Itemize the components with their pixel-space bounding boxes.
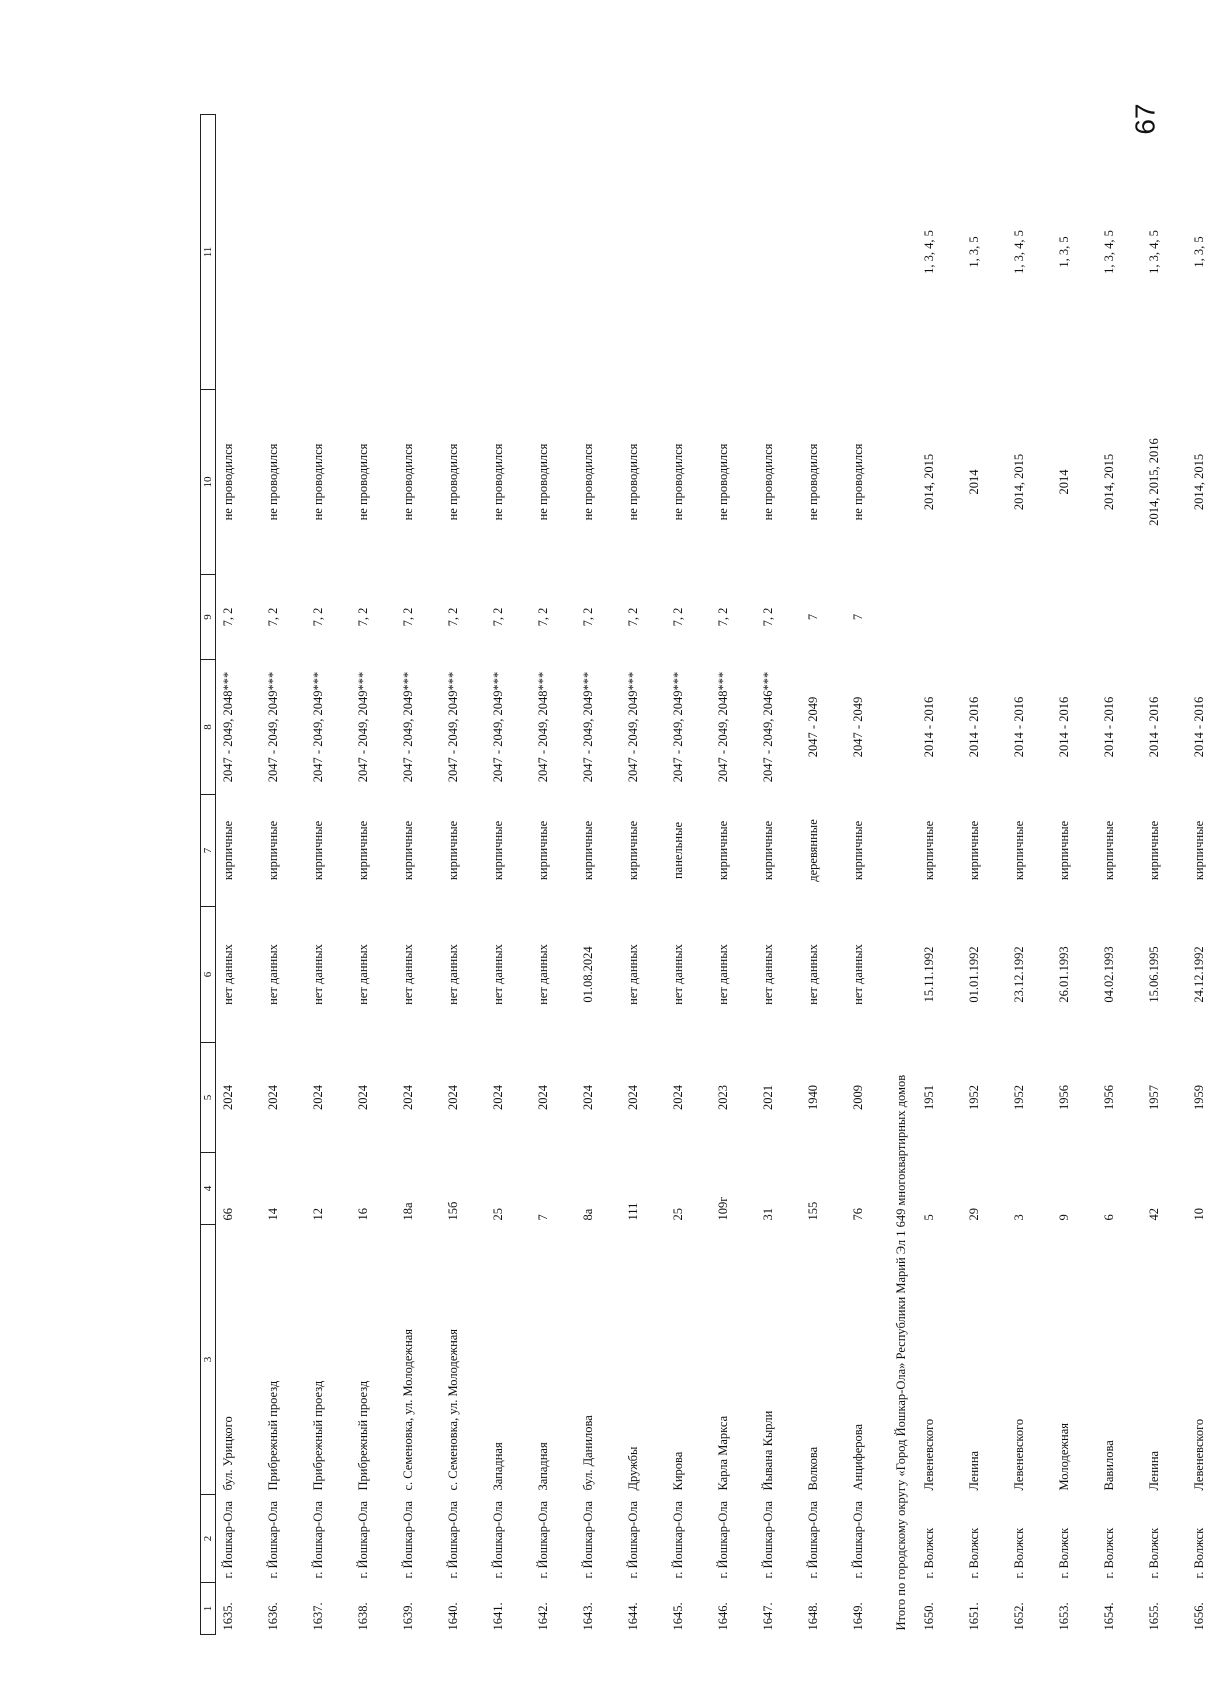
table-row bbox=[261, 115, 306, 1635]
wall-material-cell: кирпичные bbox=[221, 820, 235, 881]
city-cell: г. Йошкар-Ола bbox=[536, 1500, 550, 1579]
table-row bbox=[486, 115, 531, 1635]
table-row bbox=[666, 115, 711, 1635]
year-built-cell: 1956 bbox=[1102, 1085, 1116, 1110]
survey-cell: 2014, 2015, 2016 bbox=[1147, 438, 1161, 526]
row-number: 1644. bbox=[626, 1602, 640, 1631]
repair-period-cell: 2014 - 2016 bbox=[922, 696, 936, 758]
table-row bbox=[962, 115, 1007, 1635]
repair-period-cell: 2014 - 2016 bbox=[1147, 696, 1161, 758]
wall-material-cell: кирпичные bbox=[356, 820, 370, 881]
row-number: 1646. bbox=[716, 1602, 730, 1631]
year-built-cell: 2021 bbox=[761, 1085, 775, 1110]
street-cell: Дружбы bbox=[626, 1446, 640, 1491]
house-number-cell: 31 bbox=[761, 1208, 775, 1221]
row-number: 1655. bbox=[1147, 1602, 1161, 1631]
year-built-cell: 1957 bbox=[1147, 1085, 1161, 1110]
city-cell: г. Йошкар-Ола bbox=[446, 1500, 460, 1579]
codes-cell bbox=[261, 115, 306, 390]
city-cell: г. Волжск bbox=[1057, 1527, 1071, 1579]
services-cell: 7, 2 bbox=[401, 607, 415, 627]
row-number: 1635. bbox=[221, 1602, 235, 1631]
street-cell: Молодежная bbox=[1057, 1422, 1071, 1491]
survey-cell: не проводился bbox=[581, 443, 595, 521]
repair-period-cell: 2047 - 2049, 2046*** bbox=[761, 671, 775, 783]
city-cell: г. Йошкар-Ола bbox=[806, 1500, 820, 1579]
house-number-cell: 18а bbox=[401, 1202, 415, 1221]
services-cell: 7, 2 bbox=[491, 607, 505, 627]
house-number-cell: 29 bbox=[967, 1208, 981, 1221]
codes-cell bbox=[351, 115, 396, 390]
date-cell: 15.11.1992 bbox=[922, 946, 936, 1003]
repair-period-cell: 2014 - 2016 bbox=[967, 696, 981, 758]
services-cell bbox=[1007, 575, 1052, 660]
codes-cell bbox=[576, 115, 621, 390]
codes-cell bbox=[711, 115, 756, 390]
house-number-cell: 111 bbox=[626, 1202, 640, 1221]
city-cell: г. Йошкар-Ола bbox=[716, 1500, 730, 1579]
street-cell: бул. Данилова bbox=[581, 1415, 595, 1491]
city-cell: г. Волжск bbox=[922, 1527, 936, 1579]
repair-period-cell: 2047 - 2049 bbox=[851, 696, 865, 758]
date-cell: 24.12.1992 bbox=[1192, 946, 1206, 1003]
house-number-cell: 3 bbox=[1012, 1214, 1026, 1221]
codes-cell: 1, 3, 4, 5 bbox=[1102, 230, 1116, 274]
house-number-cell: 6 bbox=[1102, 1214, 1116, 1221]
street-cell: Левеневского bbox=[1012, 1418, 1026, 1491]
services-cell: 7, 2 bbox=[356, 607, 370, 627]
street-cell: Прибрежный проезд bbox=[311, 1380, 325, 1491]
house-number-cell: 16 bbox=[356, 1208, 370, 1221]
codes-cell: 1, 3, 4, 5 bbox=[1012, 230, 1026, 274]
house-number-cell: 155 bbox=[806, 1201, 820, 1221]
survey-cell: не проводился bbox=[311, 443, 325, 521]
repair-period-cell: 2047 - 2049, 2049*** bbox=[491, 671, 505, 783]
date-cell: нет данных bbox=[806, 944, 820, 1005]
column-header: 6 bbox=[201, 907, 216, 1043]
house-number-cell: 109г bbox=[716, 1196, 730, 1221]
row-number: 1651. bbox=[967, 1602, 981, 1631]
codes-cell bbox=[396, 115, 441, 390]
housing-registry-table bbox=[200, 114, 1232, 1635]
date-cell: 26.01.1993 bbox=[1057, 946, 1071, 1003]
year-built-cell: 2024 bbox=[626, 1085, 640, 1110]
repair-period-cell: 2047 - 2049 bbox=[806, 696, 820, 758]
column-header: 4 bbox=[201, 1153, 216, 1225]
wall-material-cell: кирпичные bbox=[716, 820, 730, 881]
table-row bbox=[351, 115, 396, 1635]
column-header: 9 bbox=[201, 575, 216, 660]
services-cell bbox=[1052, 575, 1097, 660]
city-cell: г. Йошкар-Ола bbox=[626, 1500, 640, 1579]
services-cell: 7 bbox=[806, 613, 820, 621]
services-cell: 7 bbox=[851, 613, 865, 621]
survey-cell: 2014, 2015 bbox=[922, 453, 936, 511]
survey-cell: не проводился bbox=[401, 443, 415, 521]
survey-cell: не проводился bbox=[716, 443, 730, 521]
street-cell: Ленина bbox=[1147, 1450, 1161, 1491]
row-number: 1650. bbox=[922, 1602, 936, 1631]
year-built-cell: 1940 bbox=[806, 1085, 820, 1110]
date-cell: нет данных bbox=[446, 944, 460, 1005]
wall-material-cell: кирпичные bbox=[311, 820, 325, 881]
column-header: 8 bbox=[201, 660, 216, 795]
row-number: 1643. bbox=[581, 1602, 595, 1631]
total-row bbox=[891, 115, 917, 1635]
table-row bbox=[711, 115, 756, 1635]
row-number: 1639. bbox=[401, 1602, 415, 1631]
table-row bbox=[756, 115, 801, 1635]
year-built-cell: 2024 bbox=[311, 1085, 325, 1110]
city-cell: г. Волжск bbox=[1192, 1527, 1206, 1579]
table-row bbox=[306, 115, 351, 1635]
total-row-text: Итого по городскому округу «Город Йошкар-Ола» Республики Марий Эл 1 649 многоквартирных домов bbox=[894, 1074, 908, 1631]
street-cell: Карла Маркса bbox=[716, 1415, 730, 1491]
survey-cell: не проводился bbox=[626, 443, 640, 521]
repair-period-cell: 2047 - 2049, 2049*** bbox=[266, 671, 280, 783]
codes-cell bbox=[801, 115, 846, 390]
wall-material-cell: кирпичные bbox=[967, 820, 981, 881]
year-built-cell: 2024 bbox=[671, 1085, 685, 1110]
city-cell: г. Йошкар-Ола bbox=[761, 1500, 775, 1579]
survey-cell: 2014 bbox=[1057, 469, 1071, 495]
street-cell: Левеневского bbox=[1192, 1418, 1206, 1491]
table-row bbox=[1142, 115, 1187, 1635]
codes-cell bbox=[621, 115, 666, 390]
services-cell: 7, 2 bbox=[581, 607, 595, 627]
survey-cell: не проводился bbox=[671, 443, 685, 521]
codes-cell bbox=[441, 115, 486, 390]
table-row bbox=[396, 115, 441, 1635]
row-number: 1647. bbox=[761, 1602, 775, 1631]
wall-material-cell: кирпичные bbox=[1192, 820, 1206, 881]
city-cell: г. Волжск bbox=[967, 1527, 981, 1579]
street-cell: Прибрежный проезд bbox=[266, 1380, 280, 1491]
wall-material-cell: кирпичные bbox=[851, 820, 865, 881]
survey-cell: 2014, 2015 bbox=[1102, 453, 1116, 511]
row-number: 1645. bbox=[671, 1602, 685, 1631]
wall-material-cell: кирпичные bbox=[761, 820, 775, 881]
survey-cell: не проводился bbox=[761, 443, 775, 521]
date-cell: 01.01.1992 bbox=[967, 946, 981, 1003]
street-cell: Йывана Кырли bbox=[761, 1410, 775, 1491]
services-cell: 7, 2 bbox=[716, 607, 730, 627]
house-number-cell: 76 bbox=[851, 1208, 865, 1221]
city-cell: г. Йошкар-Ола bbox=[221, 1500, 235, 1579]
row-number: 1642. bbox=[536, 1602, 550, 1631]
repair-period-cell: 2047 - 2049, 2049*** bbox=[311, 671, 325, 783]
house-number-cell: 25 bbox=[491, 1208, 505, 1221]
repair-period-cell: 2047 - 2049, 2049*** bbox=[356, 671, 370, 783]
street-cell: Вавилова bbox=[1102, 1440, 1116, 1491]
repair-period-cell: 2014 - 2016 bbox=[1192, 696, 1206, 758]
services-cell: 7, 2 bbox=[536, 607, 550, 627]
street-cell: Западная bbox=[491, 1442, 505, 1491]
codes-cell bbox=[306, 115, 351, 390]
survey-cell: не проводился bbox=[491, 443, 505, 521]
year-built-cell: 1951 bbox=[922, 1085, 936, 1110]
services-cell: 7, 2 bbox=[266, 607, 280, 627]
services-cell bbox=[1097, 575, 1142, 660]
street-cell: Анциферова bbox=[851, 1423, 865, 1491]
codes-cell bbox=[486, 115, 531, 390]
table-row bbox=[576, 115, 621, 1635]
year-built-cell: 2024 bbox=[266, 1085, 280, 1110]
column-header: 2 bbox=[201, 1495, 216, 1583]
wall-material-cell: деревянные bbox=[806, 819, 820, 882]
city-cell: г. Йошкар-Ола bbox=[671, 1500, 685, 1579]
wall-material-cell: кирпичные bbox=[1012, 820, 1026, 881]
survey-cell: не проводился bbox=[851, 443, 865, 521]
wall-material-cell: кирпичные bbox=[1057, 820, 1071, 881]
year-built-cell: 1952 bbox=[967, 1085, 981, 1110]
wall-material-cell: кирпичные bbox=[626, 820, 640, 881]
column-header: 7 bbox=[201, 795, 216, 907]
services-cell bbox=[962, 575, 1007, 660]
survey-cell: 2014, 2015 bbox=[1192, 453, 1206, 511]
house-number-cell: 10 bbox=[1192, 1208, 1206, 1221]
city-cell: г. Йошкар-Ола bbox=[581, 1500, 595, 1579]
survey-cell: не проводился bbox=[536, 443, 550, 521]
wall-material-cell: кирпичные bbox=[1147, 820, 1161, 881]
row-number: 1653. bbox=[1057, 1602, 1071, 1631]
repair-period-cell: 2047 - 2049, 2049*** bbox=[401, 671, 415, 783]
year-built-cell: 2024 bbox=[491, 1085, 505, 1110]
services-cell bbox=[917, 575, 962, 660]
codes-cell: 1, 3, 4, 5 bbox=[1147, 230, 1161, 274]
street-cell: Волкова bbox=[806, 1446, 820, 1491]
date-cell: нет данных bbox=[761, 944, 775, 1005]
repair-period-cell: 2014 - 2016 bbox=[1012, 696, 1026, 758]
survey-cell: 2014 bbox=[967, 469, 981, 495]
date-cell: нет данных bbox=[491, 944, 505, 1005]
codes-cell bbox=[756, 115, 801, 390]
city-cell: г. Волжск bbox=[1012, 1527, 1026, 1579]
house-number-cell: 9 bbox=[1057, 1214, 1071, 1221]
wall-material-cell: кирпичные bbox=[401, 820, 415, 881]
street-cell: Ленина bbox=[967, 1450, 981, 1491]
column-header: 5 bbox=[201, 1043, 216, 1153]
table-row bbox=[1007, 115, 1052, 1635]
year-built-cell: 2024 bbox=[221, 1085, 235, 1110]
column-header: 11 bbox=[201, 115, 216, 390]
table-body bbox=[216, 115, 1232, 1635]
row-number: 1654. bbox=[1102, 1602, 1116, 1631]
date-cell: 04.02.1993 bbox=[1102, 946, 1116, 1003]
survey-cell: не проводился bbox=[806, 443, 820, 521]
wall-material-cell: кирпичные bbox=[491, 820, 505, 881]
wall-material-cell: кирпичные bbox=[266, 820, 280, 881]
street-cell: Кирова bbox=[671, 1451, 685, 1491]
house-number-cell: 14 bbox=[266, 1208, 280, 1221]
date-cell: нет данных bbox=[266, 944, 280, 1005]
wall-material-cell: кирпичные bbox=[581, 820, 595, 881]
repair-period-cell: 2014 - 2016 bbox=[1102, 696, 1116, 758]
year-built-cell: 2009 bbox=[851, 1085, 865, 1110]
house-number-cell: 7 bbox=[536, 1214, 550, 1221]
page-number: 67 bbox=[1129, 103, 1161, 135]
year-built-cell: 1956 bbox=[1057, 1085, 1071, 1110]
codes-cell: 1, 3, 5 bbox=[1192, 236, 1206, 268]
services-cell: 7, 2 bbox=[446, 607, 460, 627]
row-number: 1649. bbox=[851, 1602, 865, 1631]
house-number-cell: 25 bbox=[671, 1208, 685, 1221]
city-cell: г. Йошкар-Ола bbox=[311, 1500, 325, 1579]
codes-cell bbox=[666, 115, 711, 390]
house-number-cell: 12 bbox=[311, 1208, 325, 1221]
table-row bbox=[917, 115, 962, 1635]
repair-period-cell: 2014 - 2016 bbox=[1057, 696, 1071, 758]
wall-material-cell: кирпичные bbox=[922, 820, 936, 881]
table-row bbox=[1187, 115, 1232, 1635]
city-cell: г. Волжск bbox=[1147, 1527, 1161, 1579]
date-cell: нет данных bbox=[716, 944, 730, 1005]
house-number-cell: 8а bbox=[581, 1208, 595, 1221]
year-built-cell: 2024 bbox=[446, 1085, 460, 1110]
services-cell bbox=[1142, 575, 1187, 660]
table-row bbox=[801, 115, 846, 1635]
column-number-header bbox=[201, 115, 216, 1635]
column-header: 1 bbox=[201, 1583, 216, 1635]
services-cell: 7, 2 bbox=[761, 607, 775, 627]
repair-period-cell: 2047 - 2049, 2049*** bbox=[446, 671, 460, 783]
wall-material-cell: кирпичные bbox=[1102, 820, 1116, 881]
repair-period-cell: 2047 - 2049, 2049*** bbox=[671, 671, 685, 783]
services-cell: 7, 2 bbox=[626, 607, 640, 627]
date-cell: нет данных bbox=[311, 944, 325, 1005]
rotated-table-stage bbox=[200, 115, 1206, 1635]
city-cell: г. Йошкар-Ола bbox=[491, 1500, 505, 1579]
street-cell: с. Семеновка, ул. Молодежная bbox=[446, 1328, 460, 1491]
codes-cell bbox=[846, 115, 891, 390]
row-number: 1641. bbox=[491, 1602, 505, 1631]
table-row bbox=[621, 115, 666, 1635]
codes-cell: 1, 3, 5 bbox=[1057, 236, 1071, 268]
street-cell: Западная bbox=[536, 1442, 550, 1491]
house-number-cell: 5 bbox=[922, 1214, 936, 1221]
date-cell: нет данных bbox=[851, 944, 865, 1005]
survey-cell: не проводился bbox=[446, 443, 460, 521]
codes-cell bbox=[216, 115, 262, 390]
city-cell: г. Йошкар-Ола bbox=[401, 1500, 415, 1579]
services-cell: 7, 2 bbox=[221, 607, 235, 627]
survey-cell: не проводился bbox=[266, 443, 280, 521]
year-built-cell: 2024 bbox=[581, 1085, 595, 1110]
repair-period-cell: 2047 - 2049, 2049*** bbox=[626, 671, 640, 783]
repair-period-cell: 2047 - 2049, 2048*** bbox=[716, 671, 730, 783]
street-cell: Левеневского bbox=[922, 1418, 936, 1491]
house-number-cell: 42 bbox=[1147, 1208, 1161, 1221]
date-cell: нет данных bbox=[626, 944, 640, 1005]
services-cell bbox=[1187, 575, 1232, 660]
survey-cell: 2014, 2015 bbox=[1012, 453, 1026, 511]
year-built-cell: 1952 bbox=[1012, 1085, 1026, 1110]
column-header: 3 bbox=[201, 1225, 216, 1495]
row-number: 1638. bbox=[356, 1602, 370, 1631]
street-cell: с. Семеновка, ул. Молодежная bbox=[401, 1328, 415, 1491]
city-cell: г. Йошкар-Ола bbox=[266, 1500, 280, 1579]
repair-period-cell: 2047 - 2049, 2048*** bbox=[536, 671, 550, 783]
table-row bbox=[216, 115, 262, 1635]
date-cell: 01.08.2024 bbox=[581, 946, 595, 1003]
row-number: 1656. bbox=[1192, 1602, 1206, 1631]
column-header: 10 bbox=[201, 390, 216, 575]
house-number-cell: 15б bbox=[446, 1201, 460, 1221]
wall-material-cell: панельные bbox=[671, 821, 685, 880]
table-row bbox=[441, 115, 486, 1635]
row-number: 1652. bbox=[1012, 1602, 1026, 1631]
row-number: 1637. bbox=[311, 1602, 325, 1631]
year-built-cell: 1959 bbox=[1192, 1085, 1206, 1110]
date-cell: 15.06.1995 bbox=[1147, 946, 1161, 1003]
date-cell: 23.12.1992 bbox=[1012, 946, 1026, 1003]
year-built-cell: 2024 bbox=[356, 1085, 370, 1110]
table-row bbox=[1097, 115, 1142, 1635]
table-row bbox=[531, 115, 576, 1635]
year-built-cell: 2024 bbox=[536, 1085, 550, 1110]
year-built-cell: 2024 bbox=[401, 1085, 415, 1110]
codes-cell: 1, 3, 5 bbox=[967, 236, 981, 268]
street-cell: Прибрежный проезд bbox=[356, 1380, 370, 1491]
year-built-cell: 2023 bbox=[716, 1085, 730, 1110]
street-cell: бул. Урицкого bbox=[221, 1416, 235, 1491]
services-cell: 7, 2 bbox=[671, 607, 685, 627]
wall-material-cell: кирпичные bbox=[446, 820, 460, 881]
table-row bbox=[846, 115, 891, 1635]
repair-period-cell: 2047 - 2049, 2048*** bbox=[221, 671, 235, 783]
wall-material-cell: кирпичные bbox=[536, 820, 550, 881]
services-cell: 7, 2 bbox=[311, 607, 325, 627]
date-cell: нет данных bbox=[221, 944, 235, 1005]
date-cell: нет данных bbox=[671, 944, 685, 1005]
house-number-cell: 66 bbox=[221, 1208, 235, 1221]
date-cell: нет данных bbox=[356, 944, 370, 1005]
row-number: 1636. bbox=[266, 1602, 280, 1631]
city-cell: г. Йошкар-Ола bbox=[851, 1500, 865, 1579]
codes-cell: 1, 3, 4, 5 bbox=[922, 230, 936, 274]
row-number: 1648. bbox=[806, 1602, 820, 1631]
date-cell: нет данных bbox=[401, 944, 415, 1005]
city-cell: г. Волжск bbox=[1102, 1527, 1116, 1579]
codes-cell bbox=[531, 115, 576, 390]
table-row bbox=[1052, 115, 1097, 1635]
survey-cell: не проводился bbox=[356, 443, 370, 521]
date-cell: нет данных bbox=[536, 944, 550, 1005]
survey-cell: не проводился bbox=[221, 443, 235, 521]
city-cell: г. Йошкар-Ола bbox=[356, 1500, 370, 1579]
repair-period-cell: 2047 - 2049, 2049*** bbox=[581, 671, 595, 783]
row-number: 1640. bbox=[446, 1602, 460, 1631]
